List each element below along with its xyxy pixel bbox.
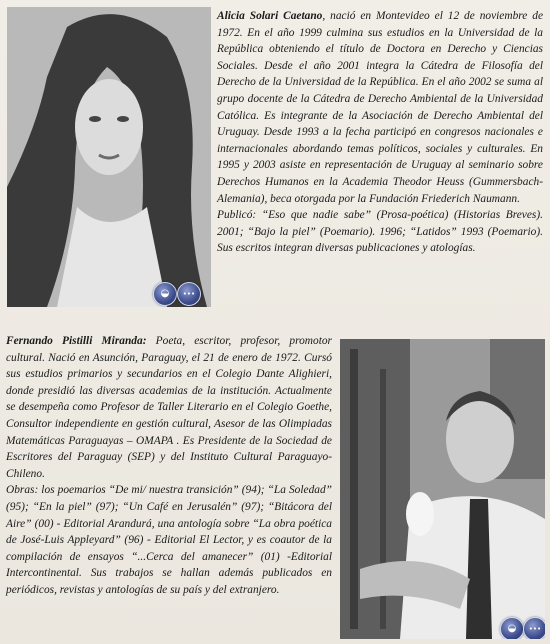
bio-fernando — [6, 333, 332, 599]
bio-alicia-paragraph — [217, 8, 543, 207]
portrait-photo-fernando — [340, 339, 545, 639]
bio-alicia-works: Publicó: “Eso que nadie sabe” (Prosa-poética) (Historias Breves). 2001; “Bajo la piel” (Poemario). 1996; “Latidos” 1993 (Poemario). Sus escritos integran diversas publicaciones y atologías. — [217, 209, 543, 255]
zoom-out-button[interactable] — [153, 282, 177, 306]
bio-fernando-works: Obras: los poemarios “De mi/ nuestra transición” (94); “La Soledad” (95); “En la piel” (97); “Un Café en Jerusalén” (97); “Bitácora del Aire” (00) - Editorial Arandurá, una antología sobre “La obra poética de José-Luis Appleyard” (96) - Editorial El Lector, y es coautor de la compilación de ensayos “...Cerca del amanecer” (01) -Editorial Intercontinental. Sus trabajos se hallan además publicados en periódicos, revistas y antologías de su país y del extranjero. — [6, 484, 332, 596]
zoom-out-icon: ◒ — [160, 288, 170, 299]
bio-fernando-body: Poeta, escritor, profesor, promotor cultural. Nació en Asunción, Paraguay, el 21 de enero de 1972. Cursó sus estudios primarios y secundarios en el Colegio Dante Alighieri, donde presidió las diversas academias de la institución. Actualmente se desempeña como Profesor de Taller Literario en el Colegio Goethe, Consultor independiente en gestión cultural, Asesor de las Olimpiadas Matemáticas Paraguayas – OMAPA . Es Presidente de la Sociedad de Escritores del Paraguay (SEP) y del Instituto Cultural Paraguayo-Chileno. — [6, 335, 332, 480]
more-icon: ••• — [528, 624, 542, 633]
bio-alicia-body: , nació en Montevideo el 12 de noviembre de 1972. En el año 1999 culmina sus estudios en la Universidad de la República obteniendo el título de Doctora en Derecho y Ciencias Sociales. Desde el año 2001 integra la Cátedra de Filosofía del Derecho de la Universidad de la República. En el año 2002 se suma al grupo docente de la Cátedra de Derecho Ambiental de la Universidad Católica. Es integrante de la Asociación de Derecho Ambiental del Uruguay. Desde 1993 a la fecha participó en congresos nacionales e internacionales abordando temas políticos, sociales y culturales. En 1995 y 2003 asiste en representación de Uruguay al seminario sobre Derechos Humanos en la Academia Theodor Heuss (Gummersbach- Alemania), beca otorgada por la Fundación Friederich Naumann. — [217, 10, 543, 205]
more-icon: ••• — [182, 289, 196, 298]
zoom-out-button-2[interactable] — [500, 617, 524, 639]
zoom-out-icon: ◒ — [507, 623, 517, 634]
bio-alicia — [217, 8, 543, 257]
portrait-photo-alicia — [7, 7, 211, 307]
portrait-image — [340, 339, 545, 639]
portrait-image — [7, 7, 211, 307]
more-options-button[interactable] — [177, 282, 201, 306]
bio-fernando-name: Fernando Pistilli Miranda: — [6, 335, 147, 347]
bio-alicia-name: Alicia Solari Caetano — [217, 10, 323, 22]
more-options-button-2[interactable] — [523, 617, 545, 639]
bio-fernando-paragraph — [6, 333, 332, 482]
